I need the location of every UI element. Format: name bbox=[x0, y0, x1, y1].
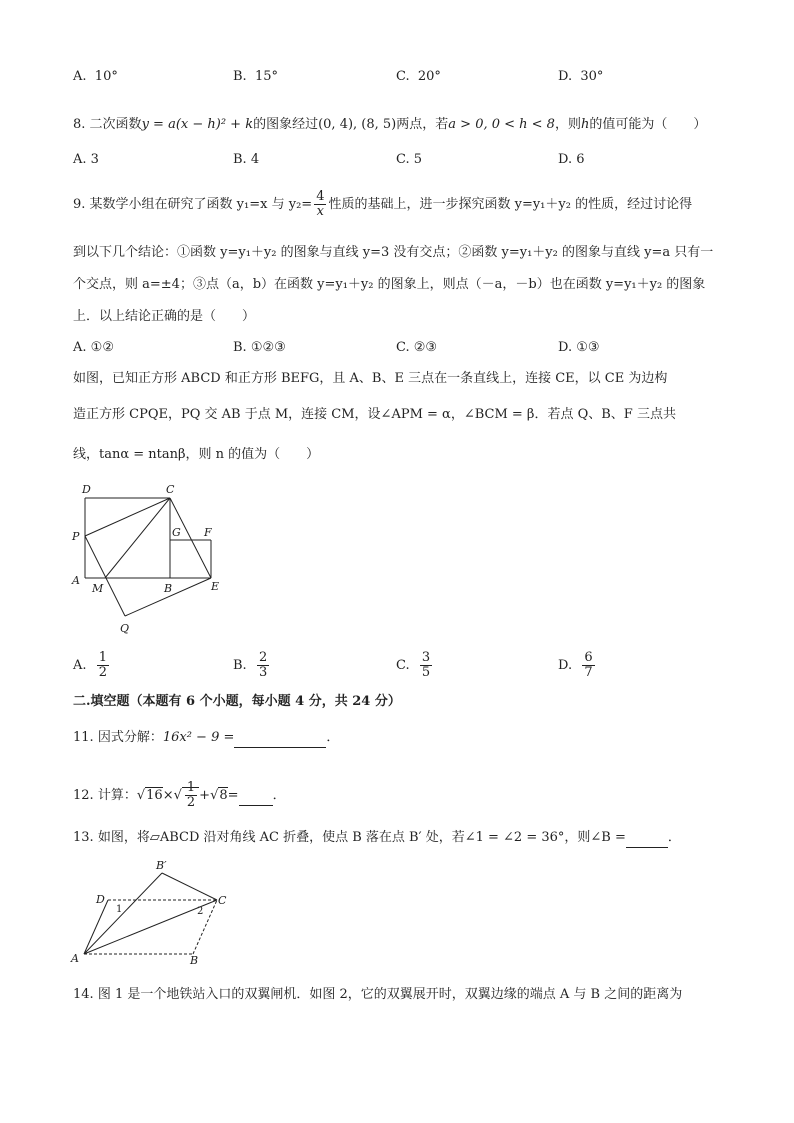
label-D: D bbox=[82, 483, 91, 496]
q9-line-2: 到以下几个结论：①函数 y=y₁＋y₂ 的图象与直线 y=3 没有交点；②函数 y=y₁＋y₂ 的图象与直线 y=a 只有一 bbox=[73, 245, 714, 260]
q9-option-d: D. ①③ bbox=[558, 340, 600, 355]
label-F: F bbox=[204, 526, 212, 539]
label-A: A bbox=[72, 574, 80, 587]
label-P: P bbox=[72, 530, 80, 543]
edge-BpC bbox=[162, 873, 217, 900]
q9-option-a: A. ①② bbox=[73, 340, 114, 355]
q14-stem: 14. 图 1 是一个地铁站入口的双翼闸机．如图 2，它的双翼展开时，双翼边缘的端点 A 与 B 之间的距离为 bbox=[73, 987, 683, 1002]
q8-option-c: C. 5 bbox=[396, 152, 423, 167]
label-E: E bbox=[211, 580, 220, 593]
q13-stem: 13. 如图，将▱ABCD 沿对角线 AC 折叠，使点 B 落在点 B′ 处，若∠1 = ∠2 = 36°，则∠B = ． bbox=[73, 829, 681, 848]
q9-option-b: B. ①②③ bbox=[233, 340, 286, 355]
q11: 11. 因式分解：16x² − 9 = ． bbox=[73, 729, 339, 748]
label-Bprime: B′ bbox=[156, 859, 167, 872]
q10-option-b: B. $\frac{2}{3}$ bbox=[233, 650, 268, 680]
q13-answer-blank[interactable] bbox=[626, 829, 668, 848]
edge-CM bbox=[105, 498, 170, 578]
edge-ABp bbox=[84, 873, 162, 954]
label-angle-1: 1 bbox=[116, 904, 123, 915]
q7-option-b: B. 15° bbox=[233, 69, 278, 84]
q9-option-c: C. ②③ bbox=[396, 340, 438, 355]
q11-answer-blank[interactable] bbox=[234, 729, 326, 748]
q12: 12. 计算：√16×√ $\frac{1}{2}$ +√8= ． bbox=[73, 780, 286, 810]
q9-line-4: 上．以上结论正确的是（ ） bbox=[73, 309, 256, 324]
q8-option-a: A. 3 bbox=[73, 152, 99, 167]
q10-line-3: 线，tanα = ntanβ，则 n 的值为（ ） bbox=[73, 447, 320, 462]
section-2-title: 二.填空题（本题有 6 个小题，每小题 4 分，共 24 分） bbox=[73, 694, 401, 709]
q10-option-d: D. $\frac{6}{7}$ bbox=[558, 650, 593, 680]
q7-option-a: A. 10° bbox=[73, 69, 118, 84]
q10-option-c: C. $\frac{3}{5}$ bbox=[396, 650, 431, 680]
label-D: D bbox=[96, 893, 105, 906]
q10-option-a: A. $\frac{1}{2}$ bbox=[73, 650, 108, 680]
q8-option-d: D. 6 bbox=[558, 152, 585, 167]
q7-option-c: C. 20° bbox=[396, 69, 441, 84]
q10-figure bbox=[60, 478, 240, 638]
q10-line-2: 造正方形 CPQE，PQ 交 AB 于点 M，连接 CM，设∠APM = α，∠BCM = β．若点 Q、B、F 三点共 bbox=[73, 407, 676, 422]
edge-PQ bbox=[85, 536, 125, 616]
label-C: C bbox=[166, 483, 175, 496]
q12-answer-blank[interactable] bbox=[239, 787, 273, 806]
q9-line-3: 个交点，则 a=±4；③点（a，b）在函数 y=y₁＋y₂ 的图象上，则点（－a，－b）也在函数 y=y₁＋y₂ 的图象 bbox=[73, 277, 706, 292]
label-B: B bbox=[190, 954, 199, 967]
q9-line-1: 9. 某数学小组在研究了函数 y₁=x 与 y₂= $\frac{4}{x}$ 性质的基础上，进一步探究函数 y=y₁＋y₂ 的性质，经过讨论得 bbox=[73, 189, 693, 219]
edge-CP bbox=[85, 498, 170, 536]
label-M: M bbox=[92, 582, 104, 595]
q13-figure bbox=[66, 856, 236, 968]
q7-option-d: D. 30° bbox=[558, 69, 604, 84]
q10-line-1: 如图，已知正方形 ABCD 和正方形 BEFG，且 A、B、E 三点在一条直线上，连接 CE，以 CE 为边构 bbox=[73, 371, 668, 386]
label-angle-2: 2 bbox=[197, 906, 204, 917]
label-A: A bbox=[71, 952, 79, 965]
label-B: B bbox=[164, 582, 173, 595]
label-C: C bbox=[218, 894, 227, 907]
label-G: G bbox=[172, 526, 181, 539]
q8-stem: 8. 二次函数y = a(x − h)² + k的图象经过(0, 4), (8, 5)两点，若a > 0, 0 < h < 8，则h的值可能为（ ） bbox=[73, 117, 707, 132]
label-Q: Q bbox=[120, 622, 130, 635]
q8-option-b: B. 4 bbox=[233, 152, 260, 167]
